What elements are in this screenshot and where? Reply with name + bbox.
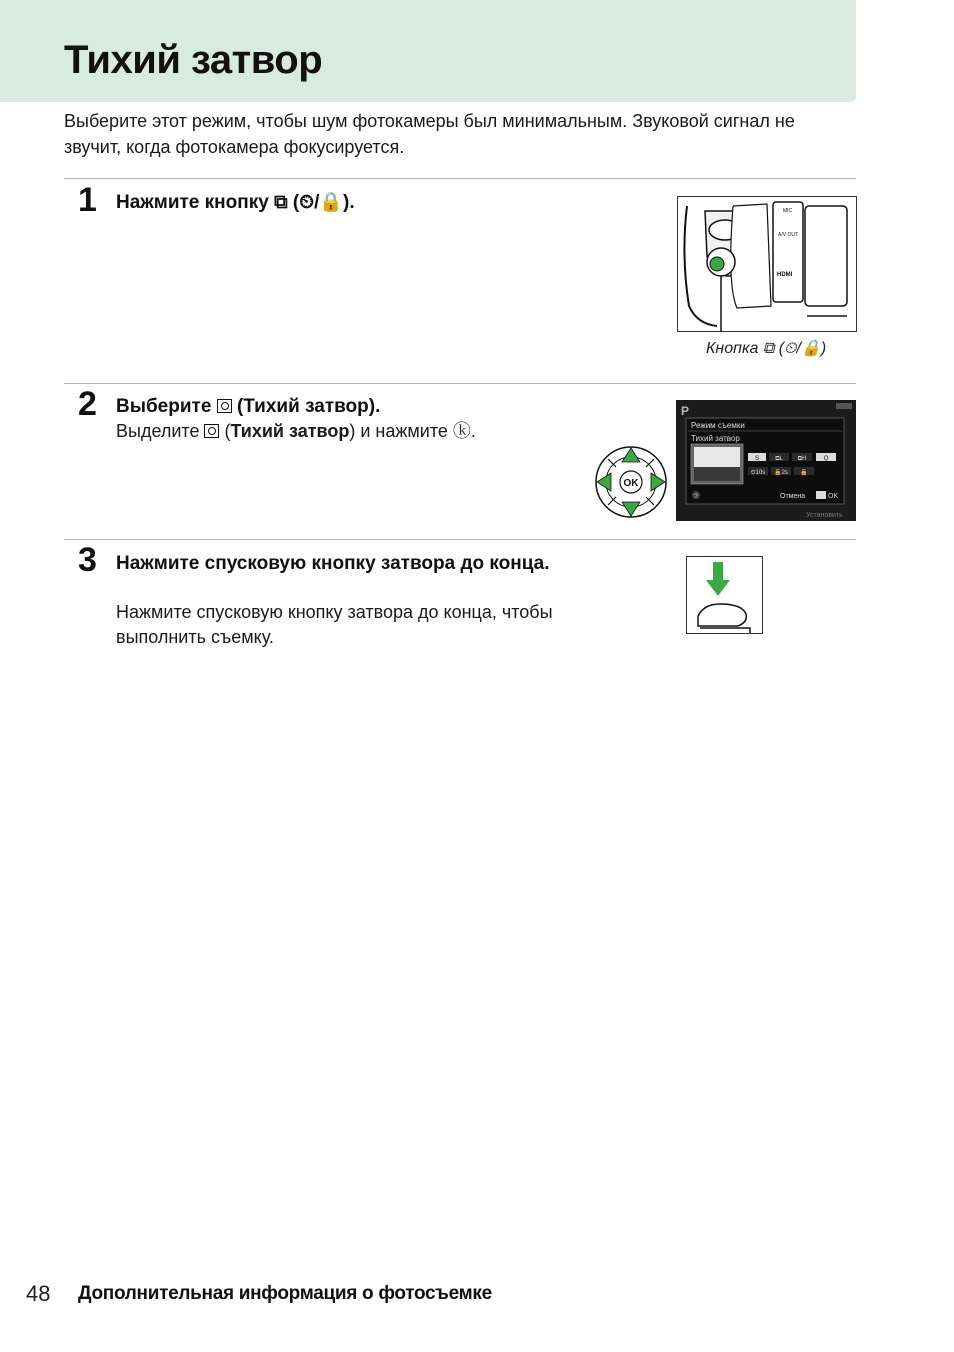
av-out-label: A/V OUT xyxy=(778,232,799,238)
svg-text:🔒: 🔒 xyxy=(800,470,808,476)
svg-text:⧉L: ⧉L xyxy=(775,456,783,462)
quiet-shutter-icon xyxy=(204,424,219,438)
release-mode-glyph: ⧉ (⏲/ xyxy=(274,192,320,213)
step-description: Выделите (Тихий затвор) и нажмите ⓚ. xyxy=(116,421,476,441)
intro-paragraph: Выберите этот режим, чтобы шум фотокамеры был минимальным. Звуковой сигнал не звучит, когда фотокамера фокусируется. xyxy=(64,111,795,157)
svg-text:S: S xyxy=(754,456,760,462)
step-number: 2 xyxy=(78,385,97,423)
step-title: Выберите (Тихий затвор). xyxy=(116,396,381,417)
set-hint: Установить xyxy=(806,512,843,519)
hdmi-label: HDMI xyxy=(777,272,793,278)
svg-text:🔒2s: 🔒2s xyxy=(774,470,788,476)
camera-monitor-screenshot xyxy=(676,400,856,521)
svg-text:⧉H: ⧉H xyxy=(797,456,807,462)
step-title: Нажмите спусковую кнопку затвора до конца. xyxy=(116,553,550,574)
step-title-text: Нажмите кнопку xyxy=(116,192,275,213)
page-title: Тихий затвор xyxy=(64,38,323,82)
shutter-press-illustration xyxy=(686,556,763,634)
page-number: 48 xyxy=(26,1281,51,1306)
step-title: Нажмите кнопку ⧉ (⏲/🔒). xyxy=(116,192,355,213)
button-caption: Кнопка ⧉ (⏲/🔒) xyxy=(706,340,827,357)
svg-text:⏲10s: ⏲10s xyxy=(750,470,766,476)
section-title: Дополнительная информация о фотосъемке xyxy=(78,1283,492,1304)
divider xyxy=(64,539,856,540)
quiet-shutter-icon xyxy=(217,399,232,413)
step-number: 1 xyxy=(78,181,97,219)
menu-title: Режим съемки xyxy=(691,421,745,430)
ok-hint: OK xyxy=(828,493,839,500)
divider xyxy=(64,383,856,384)
ok-label: OK xyxy=(623,478,639,489)
step-description: Нажмите спусковую кнопку затвора до конца, чтобы выполнить съемку. xyxy=(116,602,553,647)
step-number: 3 xyxy=(78,541,97,579)
divider xyxy=(64,178,856,179)
camera-side-illustration xyxy=(677,196,857,332)
cancel-label: Отмена xyxy=(780,493,806,500)
selected-mode-name: Тихий затвор xyxy=(691,434,740,443)
mode-indicator: P xyxy=(681,404,690,418)
remote-icon: 🔒 xyxy=(319,192,344,213)
svg-text:Q: Q xyxy=(823,456,829,462)
svg-text:?: ? xyxy=(694,494,698,500)
multi-selector-illustration xyxy=(594,445,668,519)
mic-label: MIC xyxy=(783,208,793,214)
